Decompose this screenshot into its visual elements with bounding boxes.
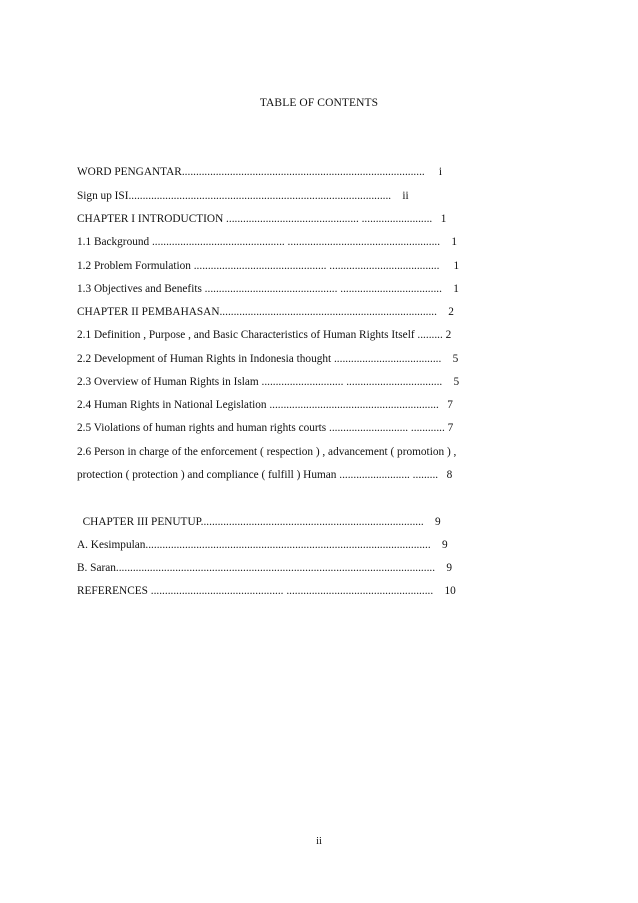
toc-entry-b-saran: B. Saran................................................................................................................. 9 xyxy=(77,562,452,574)
toc-entry-2-3: 2.3 Overview of Human Rights in Islam ............................. .................................. 5 xyxy=(77,376,460,388)
page-title: TABLE OF CONTENTS xyxy=(259,97,379,109)
toc-entry-2-5: 2.5 Violations of human rights and human rights courts ............................ ............ 7 xyxy=(77,422,454,434)
toc-entry-chapter-3: CHAPTER III PENUTUP............................................................................... 9 xyxy=(77,516,441,528)
toc-entry-1-1: 1.1 Background ............................................... ...................................................... 1 xyxy=(77,236,458,248)
toc-entry-word-pengantar: WORD PENGANTAR...................................................................................... i xyxy=(77,166,442,178)
toc-entry-2-6-line-2: protection ( protection ) and compliance ( fulfill ) Human ......................... ......... 8 xyxy=(77,469,453,481)
toc-entry-sign-up-isi: Sign up ISI............................................................................................. ii xyxy=(77,190,409,202)
page-number: ii xyxy=(316,836,322,847)
toc-entry-2-4: 2.4 Human Rights in National Legislation ............................................................ 7 xyxy=(77,399,453,411)
toc-entry-2-2: 2.2 Development of Human Rights in Indonesia thought ...................................... 5 xyxy=(77,353,459,365)
toc-entry-1-2: 1.2 Problem Formulation ............................................... ....................................... 1 xyxy=(77,260,460,272)
toc-entry-1-3: 1.3 Objectives and Benefits ............................................... .................................... 1 xyxy=(77,283,459,295)
toc-entry-chapter-1: CHAPTER I INTRODUCTION ............................................... ......................... 1 xyxy=(77,213,447,225)
toc-entry-chapter-2: CHAPTER II PEMBAHASAN............................................................................. 2 xyxy=(77,306,454,318)
toc-entry-2-1: 2.1 Definition , Purpose , and Basic Characteristics of Human Rights Itself ......... 2 xyxy=(77,329,452,341)
toc-entry-2-6-line-1: 2.6 Person in charge of the enforcement ( respection ) , advancement ( promotion ) , xyxy=(77,446,457,458)
toc-entry-a-kesimpulan: A. Kesimpulan..................................................................................................... 9 xyxy=(77,539,448,551)
toc-entry-references: REFERENCES ............................................... .................................................... 10 xyxy=(77,585,456,597)
